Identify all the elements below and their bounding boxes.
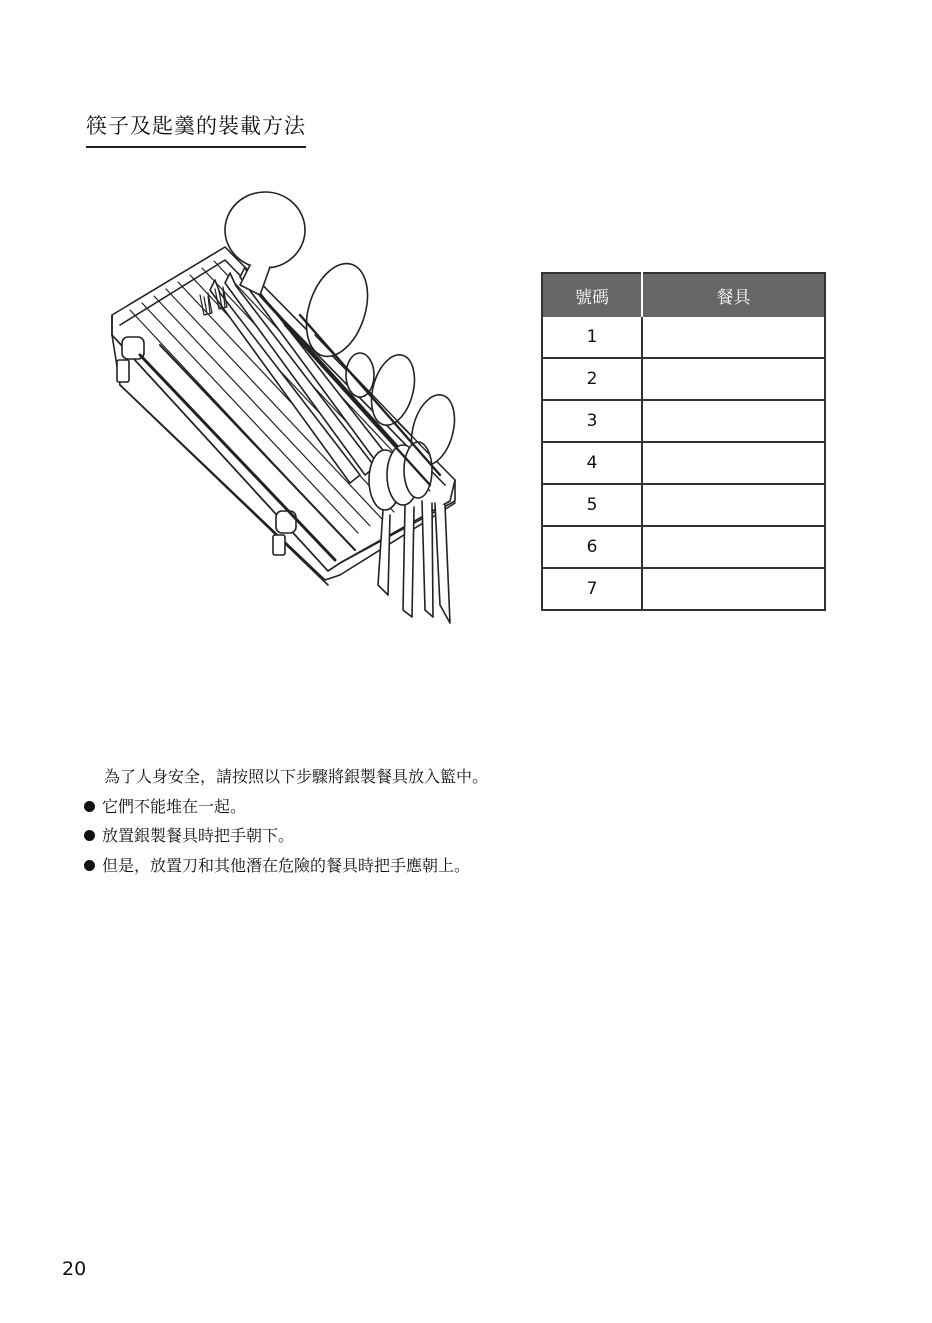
row-number: 7 [542,568,642,610]
row-number: 3 [542,400,642,442]
table-row [542,526,825,568]
table-row [542,400,825,442]
table-row [542,442,825,484]
cutlery-number-table [541,272,826,611]
list-item [84,792,488,822]
instructions-intro: 為了人身安全，請按照以下步驟將銀製餐具放入籃中。 [104,767,489,786]
row-item [642,317,825,358]
table-row [542,484,825,526]
row-number: 2 [542,358,642,400]
row-item [642,400,825,442]
row-item [642,442,825,484]
loading-instructions [84,762,488,880]
bullet-icon [84,801,95,812]
list-item [84,821,488,851]
page-number: 20 [62,1258,87,1280]
table-row [542,568,825,610]
row-item [642,526,825,568]
table-header-item: 餐具 [642,273,825,317]
row-item [642,568,825,610]
table-row [542,358,825,400]
bullet-text: 放置銀製餐具時把手朝下。 [102,826,295,845]
table-header-number: 號碼 [542,273,642,317]
bullet-text: 它們不能堆在一起。 [102,796,247,816]
bullet-text: 但是，放置刀和其他潛在危險的餐具時把手應朝上。 [102,855,471,875]
row-number: 6 [542,526,642,568]
table-row [542,317,825,358]
row-item [642,484,825,526]
list-item [84,851,488,881]
cutlery-basket-illustration [100,185,465,635]
section-title: 筷子及匙羹的裝載方法 [86,110,306,148]
row-number: 5 [542,484,642,526]
bullet-icon [84,830,95,841]
row-number: 4 [542,442,642,484]
row-item [642,358,825,400]
row-number: 1 [542,317,642,358]
bullet-icon [84,860,95,871]
